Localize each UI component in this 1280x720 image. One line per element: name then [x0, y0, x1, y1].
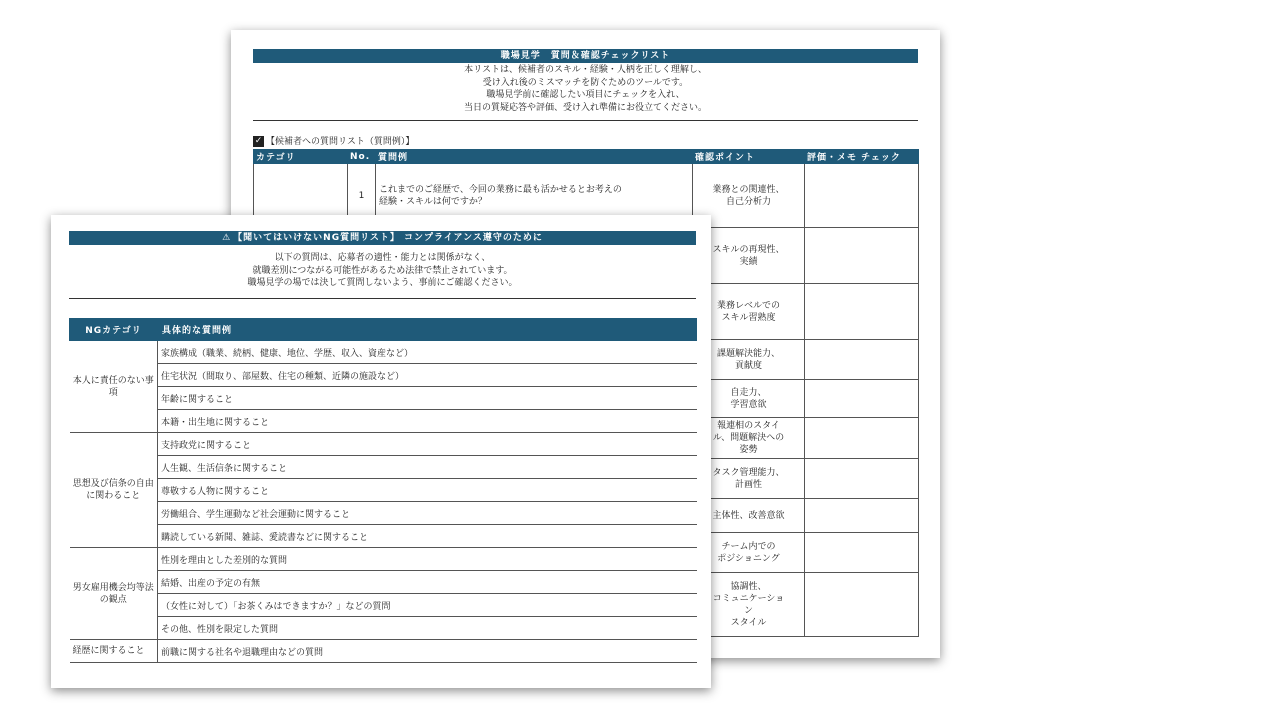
- warning-icon: ⚠: [222, 233, 232, 243]
- point-cell: タスク管理能力、 計画性: [693, 459, 805, 499]
- ng-example-cell: 本籍・出生地に関すること: [158, 410, 697, 433]
- intro-line: 職場見学前に確認したい項目にチェックを入れ、: [486, 90, 685, 100]
- ng-example-cell: 尊敬する人物に関すること: [158, 479, 697, 502]
- memo-cell[interactable]: [805, 573, 919, 637]
- intro-line: 以下の質問は、応募者の適性・能力とは関係がなく、: [274, 253, 491, 263]
- table-row: [70, 387, 697, 410]
- memo-cell[interactable]: [805, 228, 919, 284]
- memo-cell[interactable]: [805, 533, 919, 573]
- ng-example-cell: 住宅状況（間取り、部屋数、住宅の種類、近隣の施設など）: [158, 364, 697, 387]
- point-cell: スキルの再現性、 実績: [693, 228, 805, 284]
- table-row: [70, 479, 697, 502]
- point-cell: 協調性、 コミュニケーショ ン スタイル: [693, 573, 805, 637]
- ng-example-cell: 支持政党に関すること: [158, 433, 697, 456]
- intro-line: 当日の質疑応答や評価、受け入れ準備にお役立てください。: [463, 102, 707, 113]
- ng-example-cell: 購読している新聞、雑誌、愛読書などに関すること: [158, 525, 697, 548]
- header-no: No.: [348, 150, 376, 164]
- ng-example-cell: 性別を理由とした差別的な質問: [158, 548, 697, 571]
- ng-category-cell: 思想及び信条の自由に関わること: [70, 433, 158, 548]
- ng-question-sheet: [51, 215, 711, 688]
- table-row: [70, 433, 697, 456]
- memo-cell[interactable]: [805, 284, 919, 340]
- ng-example-cell: 前職に関する社名や退職理由などの質問: [158, 640, 697, 663]
- table-row: [70, 617, 697, 640]
- table-header-row: [254, 150, 919, 164]
- ng-question-table: [69, 318, 697, 663]
- ng-example-cell: 家族構成（職業、続柄、健康、地位、学歴、収入、資産など）: [158, 341, 697, 364]
- header-examples: 具体的な質問例: [158, 319, 697, 341]
- intro-line: 本リストは、候補者のスキル・経験・人柄を正しく理解し、: [464, 65, 707, 75]
- ng-category-cell: 経歴に関すること: [70, 640, 158, 663]
- header-category: カテゴリ: [254, 150, 348, 164]
- table-row: [70, 525, 697, 548]
- ng-example-cell: （女性に対して）「お茶くみはできますか？」などの質問: [158, 594, 697, 617]
- memo-cell[interactable]: [805, 380, 919, 418]
- memo-cell[interactable]: [805, 340, 919, 380]
- table-row: [70, 594, 697, 617]
- table-row: [70, 640, 697, 663]
- ng-example-cell: その他、性別を限定した質問: [158, 617, 697, 640]
- divider: [69, 298, 696, 299]
- point-cell: 主体性、改善意欲: [693, 499, 805, 533]
- memo-cell[interactable]: [805, 499, 919, 533]
- number-cell: 1: [348, 164, 376, 228]
- ng-example-cell: 労働組合、学生運動など社会運動に関すること: [158, 502, 697, 525]
- table-row: [70, 341, 697, 364]
- point-cell: 課題解決能力、 貢献度: [693, 340, 805, 380]
- section-label: 【候補者への質問リスト（質問例）】: [266, 137, 415, 147]
- table-row: [70, 548, 697, 571]
- intro-line: 就職差別につながる可能性があるため法律で禁止されています。: [252, 265, 513, 276]
- checklist-intro: [253, 64, 918, 114]
- memo-cell[interactable]: [805, 418, 919, 459]
- memo-cell[interactable]: [805, 459, 919, 499]
- header-point: 確認ポイント: [693, 150, 805, 164]
- intro-line: 受け入れ後のミスマッチを防ぐためのツールです。: [482, 77, 689, 88]
- point-cell: 自走力、 学習意欲: [693, 380, 805, 418]
- ng-category-cell: 本人に責任のない事項: [70, 341, 158, 433]
- ng-title: [69, 231, 696, 245]
- divider: [253, 120, 918, 121]
- table-row: [70, 502, 697, 525]
- question-cell: これまでのご経歴で、今回の業務に最も活かせるとお考えの 経験・スキルは何ですか？: [376, 164, 693, 228]
- check-icon[interactable]: ✓: [254, 136, 263, 146]
- checklist-title: 職場見学 質問＆確認チェックリスト: [253, 49, 918, 63]
- header-ng-category: NGカテゴリ: [70, 319, 158, 341]
- ng-intro: [69, 252, 696, 290]
- table-row: [70, 456, 697, 479]
- point-cell: 業務との関連性、 自己分析力: [693, 164, 805, 228]
- intro-line: 職場見学の場では決して質問しないよう、事前にご確認ください。: [247, 278, 518, 288]
- memo-cell[interactable]: [805, 164, 919, 228]
- table-row: [70, 364, 697, 387]
- ng-example-cell: 年齢に関すること: [158, 387, 697, 410]
- header-memo: 評価・メモ チェック: [805, 150, 919, 164]
- ng-title-text: 【聞いてはいけないNG質問リスト】 コンプライアンス遵守のために: [233, 233, 543, 243]
- ng-example-cell: 結婚、出産の予定の有無: [158, 571, 697, 594]
- point-cell: 報連相のスタイ ル、問題解決への 姿勢: [693, 418, 805, 459]
- table-header-row: [70, 319, 697, 341]
- header-question: 質問例: [376, 150, 693, 164]
- ng-category-cell: 男女雇用機会均等法の観点: [70, 548, 158, 640]
- point-cell: 業務レベルでの スキル習熟度: [693, 284, 805, 340]
- table-row: [70, 410, 697, 433]
- ng-example-cell: 人生観、生活信条に関すること: [158, 456, 697, 479]
- table-row: [70, 571, 697, 594]
- section-heading: [253, 136, 414, 148]
- point-cell: チーム内での ポジショニング: [693, 533, 805, 573]
